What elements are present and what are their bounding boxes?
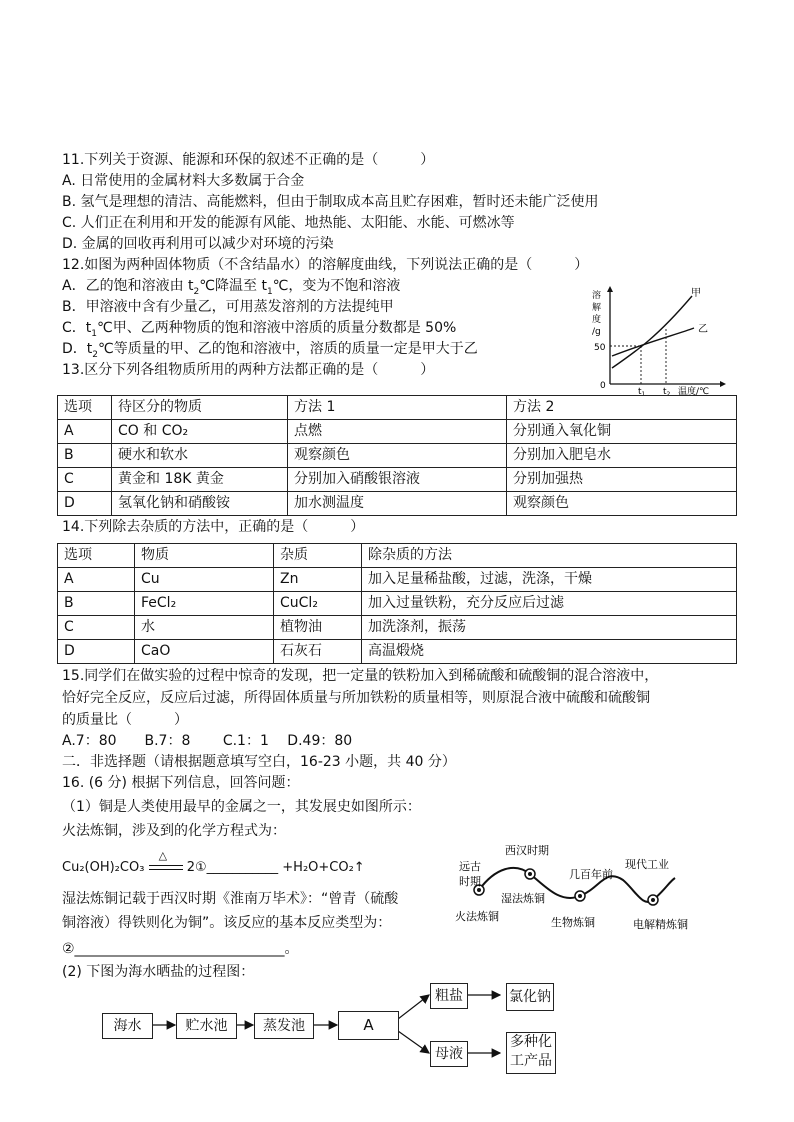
q16-blank-2[interactable]: ②______________________________。 — [62, 941, 299, 957]
xtick-t2: $t_2$ — [663, 387, 671, 396]
q11-option-b: B. 氢气是理想的清洁、高能燃料，但由于制取成本高且贮存困难，暂时还未能广泛使用 — [62, 194, 599, 210]
table-cell: C — [58, 616, 135, 640]
q14-stem: 14.下列除去杂质的方法中，正确的是（ ） — [62, 519, 365, 535]
q16-part1: （1）铜是人类使用最早的金属之一，其发展史如图所示： — [62, 799, 421, 815]
table-cell: 分别加入肥皂水 — [507, 444, 737, 468]
q15-line3: 的质量比（ ） — [62, 712, 188, 728]
table-cell: 植物油 — [274, 616, 362, 640]
label-bio: 生物炼铜 — [551, 916, 595, 929]
y-axis-arrow — [607, 286, 613, 292]
q12-option-d: D．$t_2℃$等质量的甲、乙的饱和溶液中，溶质的质量一定是甲大于乙 — [62, 341, 478, 360]
eq-reactant: Cu₂(OH)₂CO₃ — [62, 860, 145, 875]
section-2-heading: 二．非选择题（请根据题意填写空白，16-23 小题，共 40 分） — [62, 754, 456, 770]
table-row — [58, 592, 737, 616]
header-cell: 方法 1 — [288, 396, 507, 420]
box-a: A — [338, 1011, 399, 1040]
solubility-chart — [588, 284, 728, 396]
arrow-a-crudesalt — [398, 995, 429, 1019]
eq-heat-sign — [149, 848, 183, 875]
label-ancient-2: 时期 — [459, 875, 481, 888]
header-cell: 选项 — [58, 544, 135, 568]
ylabel-2: 解 — [592, 303, 602, 313]
ylabel-1: 溶 — [592, 291, 602, 301]
q16-part2: (2) 下图为海水晒盐的过程图： — [62, 964, 255, 980]
table-row — [58, 616, 737, 640]
q14-header-row — [58, 544, 737, 568]
table-cell: D — [58, 492, 112, 516]
table-cell: 硬水和软水 — [112, 444, 288, 468]
label-jia: 甲 — [691, 288, 701, 299]
table-cell: CuCl₂ — [274, 592, 362, 616]
q15-line1: 15.同学们在做实验的过程中惊奇的发现，把一定量的铁粉加入到稀硫酸和硫酸铜的混合溶液中， — [62, 668, 659, 684]
series-jia — [612, 296, 692, 368]
q11-option-c: C. 人们正在利用和开发的能源有风能、地热能、太阳能、水能、可燃冰等 — [62, 215, 515, 231]
header-cell: 物质 — [135, 544, 274, 568]
table-cell: 分别加强热 — [507, 468, 737, 492]
table-cell: 水 — [135, 616, 274, 640]
table-cell: 观察颜色 — [507, 492, 737, 516]
header-cell: 除杂质的方法 — [362, 544, 737, 568]
table-cell: Cu — [135, 568, 274, 592]
box-reservoir: 贮水池 — [176, 1013, 237, 1039]
table-cell: 黄金和 18K 黄金 — [112, 468, 288, 492]
label-western-han: 西汉时期 — [505, 844, 549, 857]
table-row — [58, 420, 737, 444]
q11-stem: 11.下列关于资源、能源和环保的叙述不正确的是（ ） — [62, 152, 435, 168]
table-row — [58, 568, 737, 592]
table-row — [58, 444, 737, 468]
eq-blank-1[interactable]: 2①___________ — [186, 860, 279, 875]
table-cell: 加入足量稀盐酸，过滤，洗涤，干燥 — [362, 568, 737, 592]
box-seawater: 海水 — [102, 1013, 153, 1039]
q12-option-c: C．$t_1℃$甲、乙两种物质的饱和溶液中溶质的质量分数都是 50% — [62, 320, 457, 339]
q13-stem: 13.区分下列各组物质所用的两种方法都正确的是（ ） — [62, 362, 435, 378]
xtick-t1: $t_1$ — [638, 387, 646, 396]
q16-wet-line2: 铜溶液）得铁则化为铜”。该反应的基本反应类型为： — [62, 915, 392, 931]
xlabel: 温度/℃ — [678, 387, 710, 396]
table-cell: D — [58, 640, 135, 664]
table-cell: Zn — [274, 568, 362, 592]
q11-option-d: D. 金属的回收再利用可以减少对环境的污染 — [62, 236, 334, 252]
header-cell: 杂质 — [274, 544, 362, 568]
label-modern: 现代工业 — [625, 858, 669, 871]
table-cell: 加洗涤剂，振荡 — [362, 616, 737, 640]
label-electro: 电解精炼铜 — [633, 918, 688, 931]
table-cell: 分别通入氧化铜 — [507, 420, 737, 444]
q12-option-a: A．乙的饱和溶液由 $t_2℃$降温至 $t_1℃$，变为不饱和溶液 — [62, 278, 401, 297]
table-row — [58, 492, 737, 516]
q14-table — [57, 543, 737, 664]
q16-equation — [62, 848, 365, 875]
table-cell: B — [58, 444, 112, 468]
q11-option-a: A. 日常使用的金属材料大多数属于合金 — [62, 173, 305, 189]
ytick-50: 50 — [594, 343, 606, 353]
table-cell: B — [58, 592, 135, 616]
header-cell: 方法 2 — [507, 396, 737, 420]
table-cell: 高温煅烧 — [362, 640, 737, 664]
q15-line2: 恰好完全反应，反应后过滤，所得固体质量与所加铁粉的质量相等，则原混合液中硫酸和硫酸铜 — [62, 690, 650, 706]
table-cell: A — [58, 568, 135, 592]
box-crude-salt: 粗盐 — [430, 983, 468, 1009]
origin-label: 0 — [600, 381, 606, 391]
table-cell: FeCl₂ — [135, 592, 274, 616]
eq-products: +H₂O+CO₂↑ — [282, 860, 365, 875]
table-row — [58, 468, 737, 492]
q13-header-row — [58, 396, 737, 420]
q12-option-b: B．甲溶液中含有少量乙，可用蒸发溶剂的方法提纯甲 — [62, 299, 394, 315]
ylabel-3: 度 — [592, 315, 602, 325]
table-cell: A — [58, 420, 112, 444]
q16-stem: 16. (6 分) 根据下列信息，回答问题： — [62, 775, 300, 791]
label-centuries: 几百年前 — [569, 868, 613, 881]
table-cell: 加水测温度 — [288, 492, 507, 516]
header-cell: 待区分的物质 — [112, 396, 288, 420]
products-line-1: 多种化 — [510, 1034, 552, 1050]
ylabel-4: /g — [592, 327, 601, 337]
x-axis-arrow — [720, 381, 726, 387]
box-nacl: 氯化钠 — [506, 983, 554, 1011]
label-yi: 乙 — [698, 324, 708, 335]
arrow-a-motherliquor — [398, 1031, 429, 1053]
copper-history-diagram — [455, 838, 705, 938]
table-cell: 加入过量铁粉，充分反应后过滤 — [362, 592, 737, 616]
q12-stem: 12.如图为两种固体物质（不含结晶水）的溶解度曲线，下列说法正确的是（ ） — [62, 257, 589, 273]
box-products — [506, 1032, 556, 1074]
q16-fire-intro: 火法炼铜，涉及到的化学方程式为： — [62, 823, 286, 839]
table-cell: 观察颜色 — [288, 444, 507, 468]
salt-flow-arrows — [95, 975, 575, 1085]
series-yi — [612, 328, 694, 356]
table-cell: C — [58, 468, 112, 492]
box-mother-liquor: 母液 — [430, 1041, 468, 1067]
table-row — [58, 640, 737, 664]
header-cell: 选项 — [58, 396, 112, 420]
table-cell: CaO — [135, 640, 274, 664]
table-cell: CO 和 CO₂ — [112, 420, 288, 444]
label-ancient-1: 远古 — [459, 860, 481, 873]
label-wet: 湿法炼铜 — [501, 892, 545, 905]
q15-options: A.7：80 B.7：8 C.1：1 D.49：80 — [62, 733, 353, 749]
products-line-2: 工产品 — [510, 1053, 552, 1069]
q13-table — [57, 395, 737, 516]
table-cell: 氢氧化钠和硝酸铵 — [112, 492, 288, 516]
label-fire: 火法炼铜 — [455, 910, 499, 923]
table-cell: 点燃 — [288, 420, 507, 444]
box-evaporation: 蒸发池 — [254, 1013, 314, 1039]
q16-wet-line1: 湿法炼铜记载于西汉时期《淮南万毕术》：“曾青（硫酸 — [62, 891, 399, 907]
heat-triangle: △ — [158, 848, 168, 862]
table-cell: 石灰石 — [274, 640, 362, 664]
table-cell: 分别加入硝酸银溶液 — [288, 468, 507, 492]
